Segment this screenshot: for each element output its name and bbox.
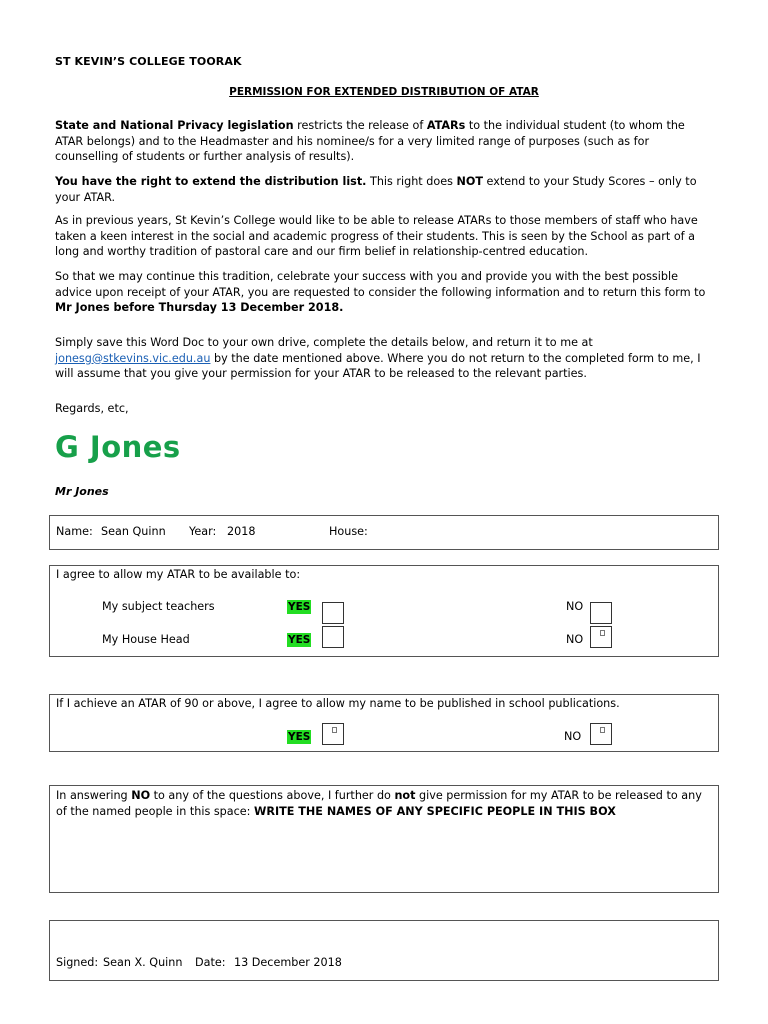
checkbox-placeholder-glyph [332,727,337,733]
date-value[interactable]: 13 December 2018 [234,956,342,969]
publication-no-checkbox[interactable] [590,723,612,745]
exclusions-box[interactable] [49,785,719,893]
checkbox-placeholder-glyph [600,727,605,733]
date-label: Date: [195,956,226,969]
signatory-name: Mr Jones [55,485,109,498]
year-value[interactable]: 2018 [227,525,256,538]
privacy-bold-1: State and National Privacy legislation [55,119,294,132]
request-deadline: Mr Jones before Thursday 13 December 2018. [55,301,344,315]
house-head-label: My House Head [102,633,190,646]
signed-value[interactable]: Sean X. Quinn [103,956,183,969]
publication-no-label: NO [564,730,582,743]
house-head-yes-checkbox[interactable] [322,626,344,648]
exclusions-instructions [56,788,714,819]
exclusions-bold-1: NO [131,789,151,802]
rights-paragraph [55,174,715,205]
instructions-text-1: Simply save this Word Doc to your own drive, complete the details below, and return it to me at [55,336,593,349]
availability-intro: I agree to allow my ATAR to be available to: [56,568,301,581]
form-title: PERMISSION FOR EXTENDED DISTRIBUTION OF ATAR [229,86,539,98]
exclusions-text-1: In answering [56,789,132,802]
exclusions-text-3: give permission for my ATAR to be released to any of the named people in this space: [56,789,702,818]
exclusions-bold-2: not [394,789,416,802]
house-head-yes-label: YES [288,634,311,646]
subject-teachers-no-checkbox[interactable] [590,602,612,624]
regards-text: Regards, etc, [55,402,129,415]
rights-bold-2: NOT [456,175,483,188]
subject-teachers-yes-label: YES [288,601,311,613]
student-details-box [49,515,719,550]
rights-text-2: extend to your Study Scores – only to your ATAR. [55,175,697,204]
signature: G Jones [55,430,181,464]
name-value[interactable]: Sean Quinn [101,525,166,538]
subject-teachers-yes-checkbox[interactable] [322,602,344,624]
publication-yes-label: YES [288,731,311,743]
privacy-text-2: to the individual student (to whom the ATAR belongs) and to the Headmaster and his nominee/s for a very limited range of purposes (such as for counselling of students or further analysis of results). [55,119,685,164]
year-label: Year: [189,525,217,538]
school-name: ST KEVIN’S COLLEGE TOORAK [55,55,242,68]
instructions-text-2: by the date mentioned above. Where you do not return to the completed form to me, I will assume that you give your permission for your ATAR to be released to the relevant parties. [55,351,701,381]
house-head-no-label: NO [566,633,584,646]
request-text: So that we may continue this tradition, celebrate your success with you and provide you with the best possible advice upon receipt of your ATAR, you are requested to consider the following information and to return this form to [55,270,706,299]
privacy-bold-2: ATARs [426,119,466,132]
checkbox-placeholder-glyph [600,630,605,636]
rights-bold-1: You have the right to extend the distribution list. [55,175,367,188]
instructions-paragraph [55,335,715,382]
publication-consent-box [49,694,719,752]
privacy-text-1: restricts the release of [293,119,427,132]
exclusions-text-2: to any of the questions above, I further do [150,789,395,802]
publication-yes-checkbox[interactable] [322,723,344,745]
house-head-no-checkbox[interactable] [590,626,612,648]
privacy-paragraph [55,118,715,165]
atar-availability-box [49,565,719,657]
rights-text-1: This right does [366,175,457,188]
name-label: Name: [56,525,93,538]
exclusions-bold-3: WRITE THE NAMES OF ANY SPECIFIC PEOPLE IN THIS BOX [254,804,616,818]
email-link[interactable]: jonesg@stkevins.vic.edu.au [55,351,211,365]
publication-consent-text: If I achieve an ATAR of 90 or above, I agree to allow my name to be published in school publications. [56,697,620,710]
signoff-box [49,920,719,981]
signed-label: Signed: [56,956,99,969]
request-paragraph [55,269,715,316]
subject-teachers-no-label: NO [566,600,584,613]
subject-teachers-label: My subject teachers [102,600,215,613]
tradition-paragraph: As in previous years, St Kevin’s College would like to be able to release ATARs to those members of staff who have taken a keen interest in the social and academic progress of their students. This is seen by the School as part of a long and worthy tradition of pastoral care and our firm belief in relationship-centred education. [55,214,698,259]
house-label: House: [329,525,368,538]
